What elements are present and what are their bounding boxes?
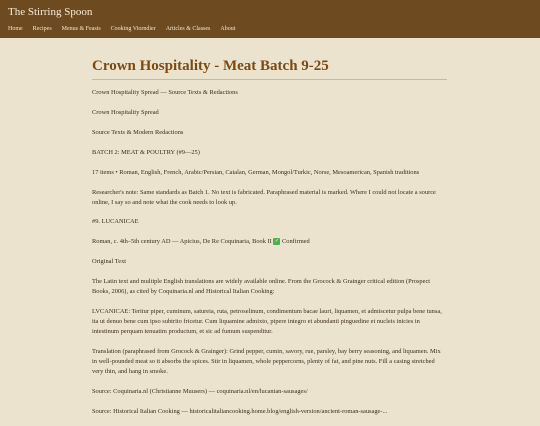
site-title[interactable]: The Stirring Spoon — [8, 6, 93, 18]
paragraph-item-number: #9. LUCANICAE — [92, 218, 139, 226]
nav-about[interactable]: About — [220, 26, 236, 32]
paragraph-source-coquinaria: Source: Coquinaria.nl (Christianne Muusers) — coquinaria.nl/en/lucanian-sausages/ — [92, 387, 308, 395]
paragraph-item-summary: 17 items • Roman, English, French, Arabic/Persian, Catalan, German, Mongol/Turkic, Norse, Mesoamerican, Spanish traditions — [92, 168, 420, 176]
site-header — [0, 0, 540, 38]
main-content — [92, 58, 447, 426]
nav-articles-classes[interactable]: Articles & Classes — [165, 26, 211, 32]
paragraph-original-text-heading: Original Text — [92, 258, 127, 266]
main-nav — [8, 24, 532, 32]
page-title: Crown Hospitality - Meat Batch 9-25 — [92, 58, 447, 80]
source-attribution: Roman, c. 4th–5th century AD — Apicius, De Re Coquinaria, Book II — [92, 238, 272, 246]
paragraph-item-source — [92, 237, 447, 247]
paragraph-source-historical: Source: Historical Italian Cooking — historicalitaliancooking.home.blog/english-version/ancient-roman-sausage-... — [92, 407, 388, 415]
paragraph-spread-title: Crown Hospitality Spread — Source Texts & Redactions — [92, 89, 238, 96]
paragraph-source-texts: Source Texts & Modern Redactions — [92, 128, 184, 136]
paragraph-translation: Translation (paraphrased from Grocock & Grainger): Grind pepper, cumin, savory, rue, parsley, bay berry seasoning, and liquamen. Mix in well-pounded meat so it absorbs the spices. Stir in liquamen, whole peppercorns, plenty of fat, and pine nuts. Fill a casing stretched very thin, and hang in smoke. — [92, 347, 441, 375]
check-icon: ✓ — [274, 239, 280, 245]
paragraph-researcher-note: Researcher's note: Same standards as Batch 1. No text is fabricated. Paraphrased material is marked. Where I could not locate a source online, I say so and note what the cook needs to look up. — [92, 188, 436, 206]
paragraph-batch-heading: BATCH 2: MEAT & POULTRY (#9—25) — [92, 148, 200, 156]
nav-recipes[interactable]: Recipes — [32, 26, 52, 32]
nav-menus-feasts[interactable]: Menus & Feasts — [61, 26, 101, 32]
confirmed-label: Confirmed — [282, 238, 310, 246]
nav-cooking-viorndier[interactable]: Cooking Viorndier — [110, 26, 156, 32]
nav-home[interactable]: Home — [8, 26, 23, 32]
paragraph-latin-intro: The Latin text and multiple English translations are widely available online. From the Grocock & Grainger critical edition (Prospect Books, 2006), as cited by Coquinaria.nl and Historical Italian Cooking: — [92, 278, 431, 296]
article-body — [92, 88, 447, 416]
paragraph-latin-text: LVCANICAE: Teritur piper, cuminum, satureia, ruta, petroselinum, condimentum bacae lauri, liquamen, et admiscetur pulpa bene tunsa, ita ut denuo bene cum ipso subtrito fricetur. Cum liquamine admixto, pipere integro et abundanti pinguedine et nucleis inicies in intestinum perquam tenuatim productum, et sic ad fumum suspenditur. — [92, 308, 442, 335]
paragraph-spread-name: Crown Hospitality Spread — [92, 108, 159, 116]
